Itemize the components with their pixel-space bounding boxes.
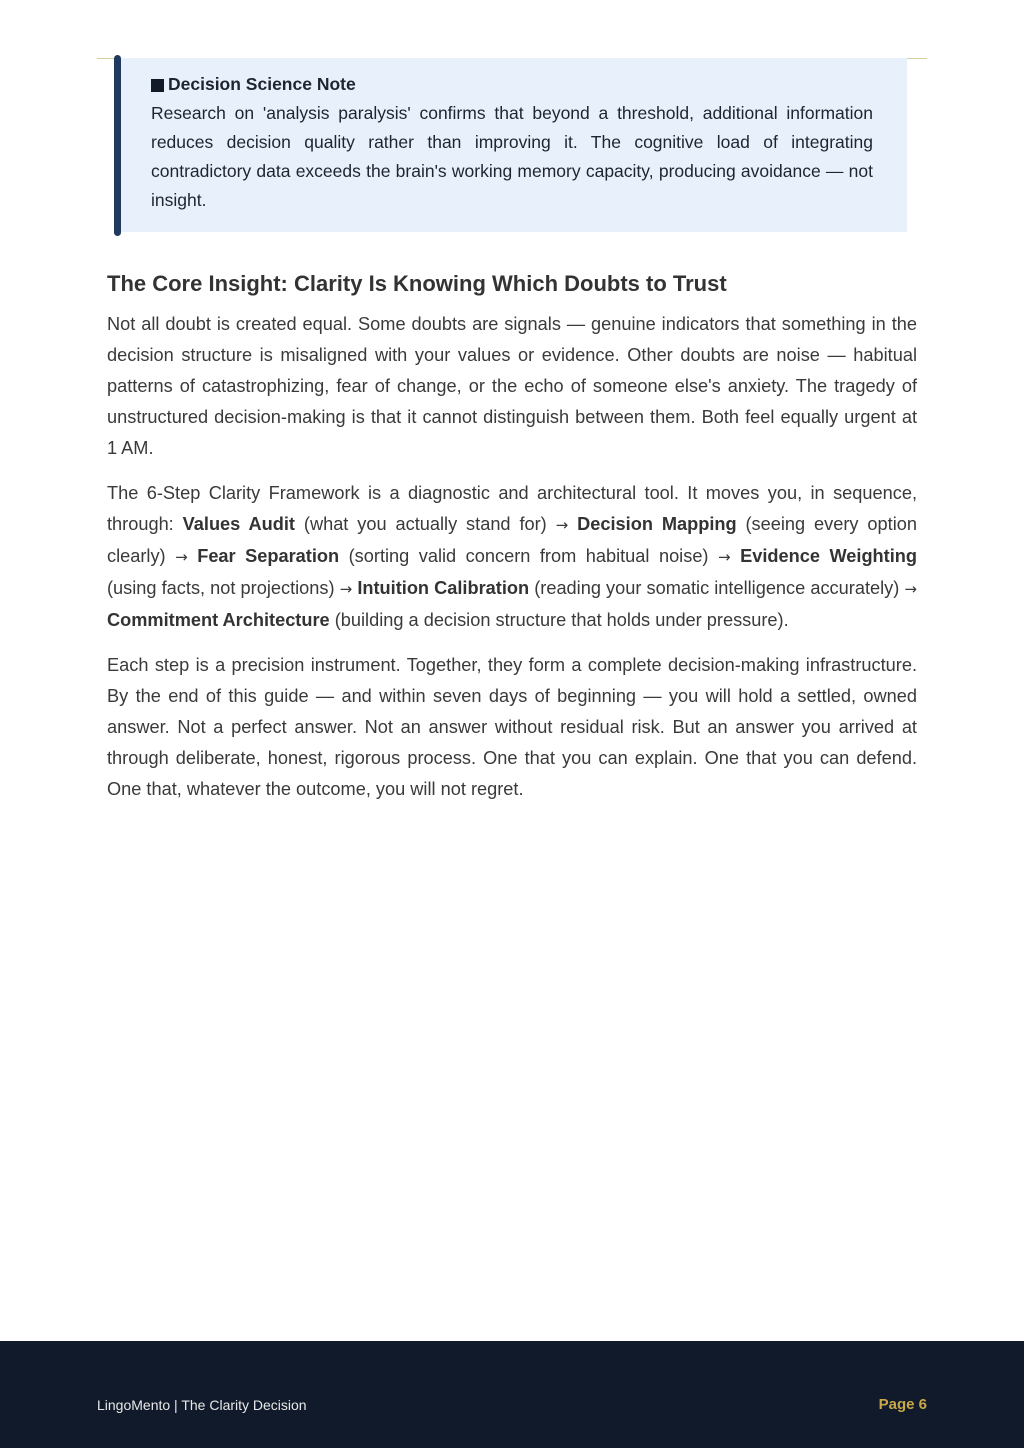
footer-brand: LingoMento | The Clarity Decision bbox=[97, 1397, 307, 1413]
framework-intro: The 6-Step Clarity Framework is a diagnostic and architectural tool. It moves you, in sequence, through: bbox=[107, 483, 917, 534]
arrow-right-icon: → bbox=[718, 548, 731, 566]
arrow-right-icon: → bbox=[555, 516, 569, 534]
arrow-right-icon: → bbox=[175, 548, 188, 566]
step-decision-mapping: Decision Mapping bbox=[577, 514, 737, 534]
page-footer bbox=[0, 1341, 1024, 1448]
step-fear-separation: Fear Separation bbox=[197, 546, 340, 566]
step-desc: (building a decision structure that holds under pressure). bbox=[329, 610, 789, 630]
callout-accent-bar bbox=[114, 55, 121, 236]
square-bullet-icon bbox=[151, 79, 164, 92]
paragraph-framework bbox=[107, 478, 917, 636]
paragraph-doubt: Not all doubt is created equal. Some doubts are signals — genuine indicators that something in the decision structure is misaligned with your values or evidence. Other doubts are noise — habitual patterns of catastrophizing, fear of change, or the echo of someone else's anxiety. The tragedy of unstructured decision-making is that it cannot distinguish between them. Both feel equally urgent at 1 AM. bbox=[107, 314, 917, 458]
paragraph-outcome: Each step is a precision instrument. Together, they form a complete decision-making infrastructure. By the end of this guide — and within seven days of beginning — you will hold a settled, owned answer. Not a perfect answer. Not an answer without residual risk. But an answer you arrived at through deliberate, honest, rigorous process. One that you can explain. One that you can defend. One that, whatever the outcome, you will not regret. bbox=[107, 655, 917, 799]
step-intuition-calibration: Intuition Calibration bbox=[357, 578, 530, 598]
step-desc: (seeing every option clearly) bbox=[107, 514, 917, 566]
step-commitment-architecture: Commitment Architecture bbox=[107, 610, 330, 630]
callout-content bbox=[151, 70, 873, 215]
step-desc: (reading your somatic intelligence accurately) bbox=[529, 578, 905, 598]
callout-body: Research on 'analysis paralysis' confirms that beyond a threshold, additional information reduces decision quality rather than improving it. The cognitive load of integrating contradictory data exceeds the brain's working memory capacity, producing avoidance — not insight. bbox=[151, 103, 873, 210]
main-content bbox=[107, 266, 917, 819]
arrow-right-icon: → bbox=[339, 580, 353, 598]
callout-title: Decision Science Note bbox=[168, 74, 356, 94]
step-desc: (sorting valid concern from habitual noise) bbox=[339, 546, 718, 566]
step-evidence-weighting: Evidence Weighting bbox=[740, 546, 917, 566]
section-heading: The Core Insight: Clarity Is Knowing Which Doubts to Trust bbox=[107, 271, 727, 296]
arrow-right-icon: → bbox=[904, 580, 917, 598]
step-desc: (what you actually stand for) bbox=[294, 514, 556, 534]
step-desc: (using facts, not projections) bbox=[107, 578, 340, 598]
callout-title-row bbox=[151, 70, 873, 99]
page-number: Page 6 bbox=[878, 1396, 927, 1413]
step-values-audit: Values Audit bbox=[182, 514, 295, 534]
